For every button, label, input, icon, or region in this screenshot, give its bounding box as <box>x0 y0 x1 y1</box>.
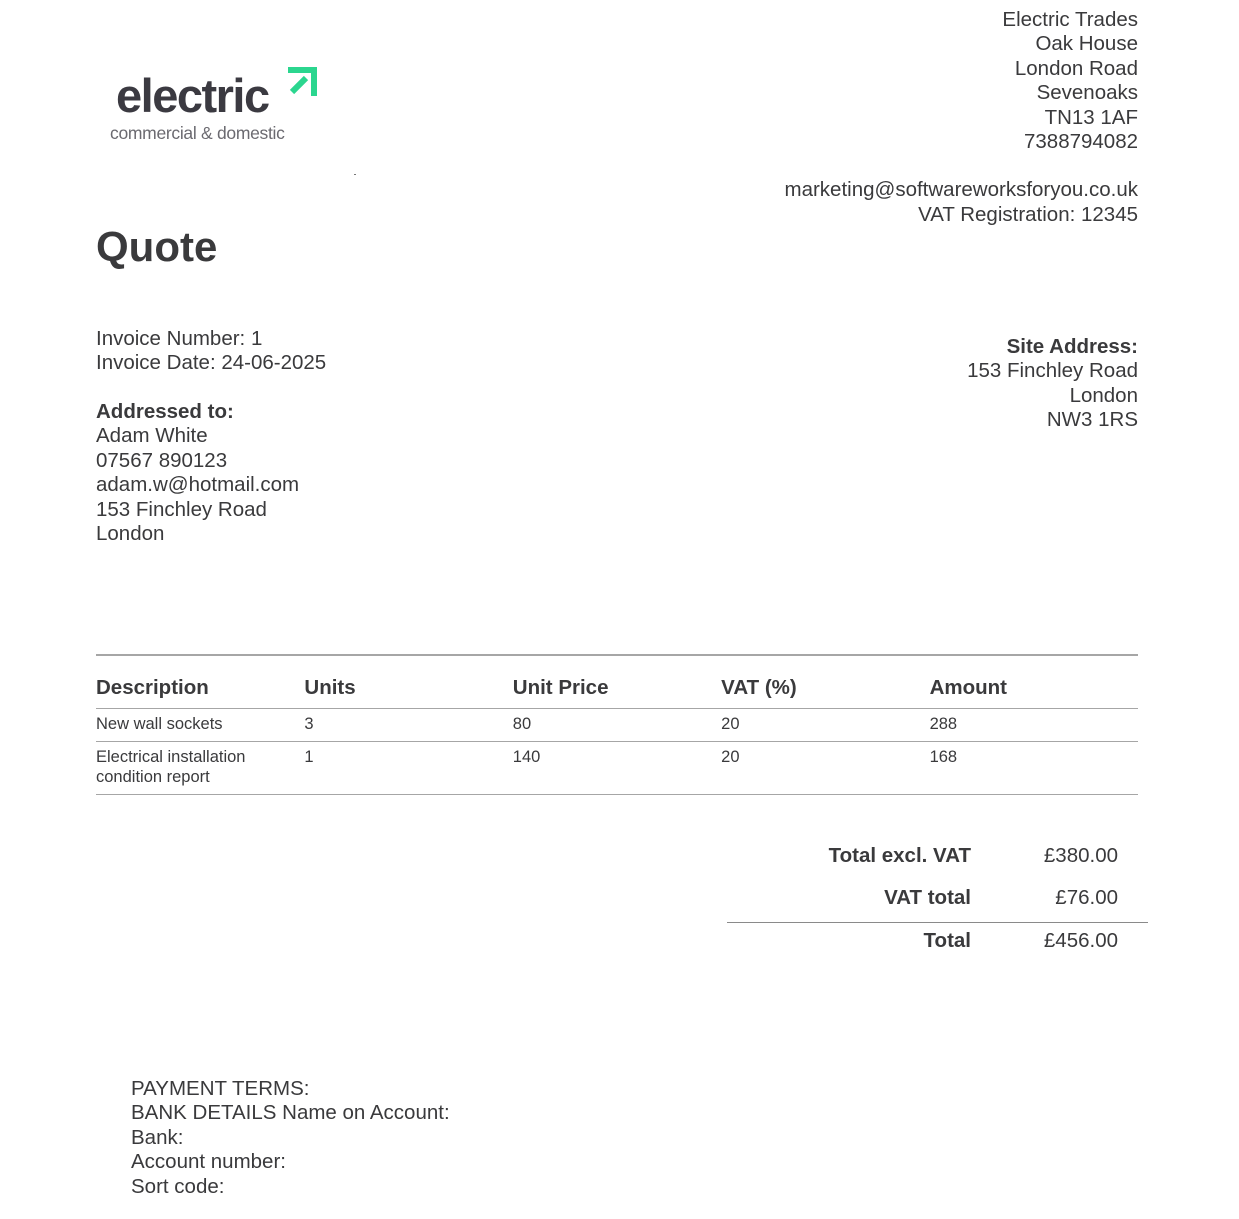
grand-total-row <box>727 923 1148 965</box>
invoice-date: Invoice Date: 24-06-2025 <box>96 351 327 375</box>
invoice-meta <box>96 327 326 376</box>
customer-address-line: London <box>96 522 165 546</box>
cell-vat: 20 <box>721 741 929 794</box>
grand-total-label: Total <box>923 929 971 952</box>
site-address-line: London <box>1069 383 1138 407</box>
addressed-to-heading: Addressed to: <box>96 400 234 423</box>
column-header: Unit Price <box>513 655 721 709</box>
company-logo <box>108 62 328 152</box>
sort-code-line: Sort code: <box>131 1174 225 1198</box>
company-address-line: London Road <box>1014 56 1138 80</box>
site-address-line: 153 Finchley Road <box>967 359 1138 383</box>
company-name: Electric Trades <box>1002 8 1138 31</box>
company-address-line: Sevenoaks <box>1036 81 1138 105</box>
arrow-up-right-icon <box>282 66 318 102</box>
payment-terms-block <box>131 1077 450 1199</box>
company-phone: 7388794082 <box>1023 130 1138 154</box>
cell-amount: 168 <box>930 741 1138 794</box>
site-address-heading: Site Address: <box>1006 335 1138 358</box>
column-header: Units <box>304 655 512 709</box>
payment-terms-line: PAYMENT TERMS: <box>131 1077 310 1100</box>
site-address-block <box>967 335 1138 433</box>
column-header: Amount <box>930 655 1138 709</box>
company-email: marketing@softwareworksforyou.co.uk <box>784 178 1138 202</box>
company-address-line: Oak House <box>1035 32 1138 56</box>
total-excl-vat-label: Total excl. VAT <box>828 844 971 867</box>
account-number-line: Account number: <box>131 1150 286 1174</box>
invoice-number: Invoice Number: 1 <box>96 327 263 350</box>
cell-units: 3 <box>304 709 512 742</box>
total-excl-vat-row <box>727 838 1148 880</box>
column-header: Description <box>96 655 304 709</box>
site-address-line: NW3 1RS <box>1046 408 1138 432</box>
customer-email: adam.w@hotmail.com <box>96 473 300 497</box>
grand-total-value: £456.00 <box>1043 929 1118 952</box>
totals-block <box>727 838 1148 965</box>
addressed-to-block <box>96 400 299 546</box>
cell-vat: 20 <box>721 709 929 742</box>
vat-total-row <box>727 880 1148 922</box>
table-row <box>96 709 1138 742</box>
cell-unit-price: 140 <box>513 741 721 794</box>
cell-amount: 288 <box>930 709 1138 742</box>
table-header-row <box>96 655 1138 709</box>
company-details <box>785 8 1139 227</box>
stray-mark <box>354 174 356 175</box>
cell-description: New wall sockets <box>96 709 304 742</box>
logo-tagline: commercial & domestic <box>110 123 285 143</box>
customer-phone: 07567 890123 <box>96 448 228 472</box>
table-row <box>96 741 1138 794</box>
document-title: Quote <box>96 223 218 270</box>
bank-line: Bank: <box>131 1125 184 1149</box>
vat-total-label: VAT total <box>884 886 971 909</box>
cell-description: Electrical installation condition report <box>96 741 304 794</box>
column-header: VAT (%) <box>721 655 929 709</box>
bank-details-line: BANK DETAILS Name on Account: <box>131 1101 450 1125</box>
line-items-table <box>96 654 1138 795</box>
vat-registration: VAT Registration: 12345 <box>918 202 1138 226</box>
customer-address-line: 153 Finchley Road <box>96 497 267 521</box>
logo-wordmark: electric <box>116 69 269 122</box>
total-excl-vat-value: £380.00 <box>1043 844 1118 867</box>
company-address-line: TN13 1AF <box>1044 105 1138 129</box>
cell-unit-price: 80 <box>513 709 721 742</box>
cell-units: 1 <box>304 741 512 794</box>
vat-total-value: £76.00 <box>1055 886 1118 909</box>
customer-name: Adam White <box>96 424 208 448</box>
spacer <box>785 154 1139 178</box>
